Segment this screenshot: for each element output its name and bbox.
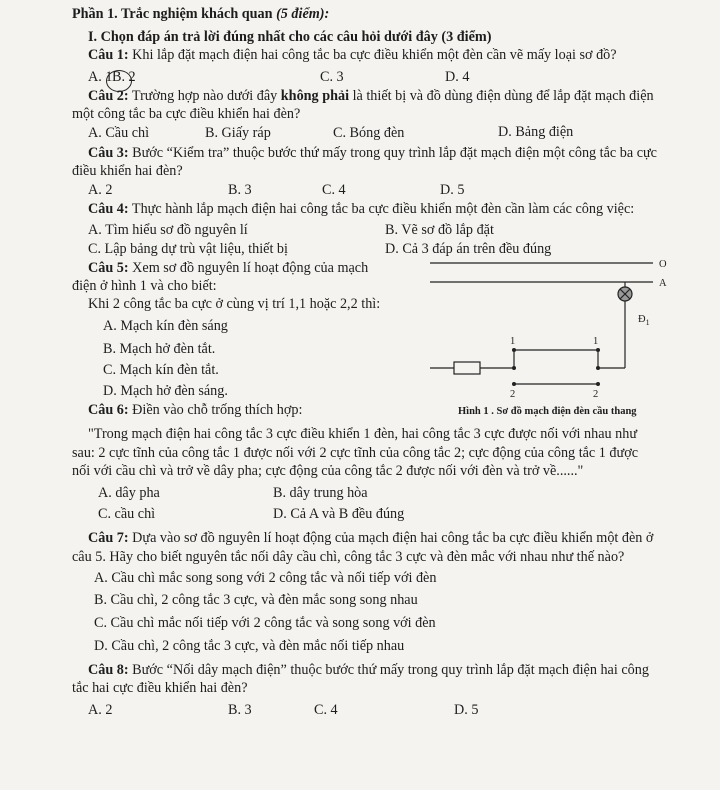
q1-option-c[interactable]: C. 3 [320, 69, 344, 85]
question-5-label: Câu 5: [88, 260, 129, 276]
question-6-line2: sau: 2 cực tĩnh của công tắc 1 được nối với 2 cực tĩnh của công tắc 2; cực động của công tắc 1 được [72, 445, 638, 461]
q4-option-a[interactable]: A. Tìm hiểu sơ đồ nguyên lí [88, 222, 248, 238]
question-7 [88, 530, 653, 547]
question-6 [88, 402, 302, 419]
switch-2-contact-1 [596, 348, 600, 352]
q2-option-c[interactable]: C. Bóng đèn [333, 125, 405, 141]
q5-option-d[interactable]: D. Mạch hở đèn sáng. [103, 383, 228, 399]
q6-option-d[interactable]: D. Cả A và B đều đúng [273, 506, 405, 522]
q3-option-a[interactable]: A. 2 [88, 182, 113, 198]
question-2-emphasis: không phải [280, 88, 350, 104]
question-5-line2: điện ở hình 1 và cho biết: [72, 278, 217, 294]
part-heading-points: (5 điểm): [276, 6, 330, 22]
question-3-line2: điều khiển hai đèn? [72, 163, 183, 179]
question-7-line2: câu 5. Hãy cho biết nguyên tắc nối dây cầu chì, công tắc 3 cực và đèn mắc với nhau như thế nào? [72, 549, 625, 565]
q1-option-b[interactable]: B. 2 [112, 69, 136, 85]
question-2-text-a: Trường hợp nào dưới đây [128, 88, 281, 104]
question-8-label: Câu 8: [88, 662, 129, 678]
switch-1-label-top: 1 [510, 336, 516, 347]
switch-2-label-bottom: 2 [593, 389, 599, 400]
q8-option-c[interactable]: C. 4 [314, 702, 338, 718]
question-1-text: Khi lắp đặt mạch điện hai công tắc ba cực điều khiển một đèn cần vẽ mấy loại sơ đồ? [128, 47, 617, 63]
q3-option-b[interactable]: B. 3 [228, 182, 252, 198]
question-2-line2: một công tắc ba cực điều khiển hai đèn? [72, 106, 301, 122]
label-o: O [659, 259, 667, 270]
q5-option-b[interactable]: B. Mạch hở đèn tắt. [103, 341, 216, 357]
q4-option-b[interactable]: B. Vẽ sơ đồ lắp đặt [385, 222, 494, 238]
q8-option-a[interactable]: A. 2 [88, 702, 113, 718]
question-8-text: Bước “Nối dây mạch điện” thuộc bước thứ mấy trong quy trình lắp đặt mạch điện hai công [128, 662, 649, 678]
q4-option-c[interactable]: C. Lập bảng dự trù vật liệu, thiết bị [88, 241, 288, 257]
fuse-icon [454, 362, 480, 374]
q8-option-d[interactable]: D. 5 [454, 702, 479, 718]
question-5-text: Xem sơ đồ nguyên lí hoạt động của mạch [128, 260, 369, 276]
q7-option-c[interactable]: C. Cầu chì mắc nối tiếp với 2 công tắc và song song với đèn [94, 615, 436, 631]
q4-option-d[interactable]: D. Cả 3 đáp án trên đều đúng [385, 241, 552, 257]
question-2-text-b: là thiết bị và đồ dùng điện dùng để lắp đặt mạch điện [349, 88, 654, 104]
q1-option-a[interactable]: A. 1 [88, 69, 113, 85]
switch-1-contact-2 [512, 382, 516, 386]
question-6-text: Điền vào chỗ trống thích hợp: [128, 402, 303, 418]
q1-option-d[interactable]: D. 4 [445, 69, 470, 85]
label-lamp-sub: 1 [645, 318, 650, 327]
label-lamp [638, 314, 650, 327]
q3-option-c[interactable]: C. 4 [322, 182, 346, 198]
question-1-label: Câu 1: [88, 47, 129, 63]
q2-option-b[interactable]: B. Giấy ráp [205, 125, 271, 141]
switch-2-pivot [596, 366, 600, 370]
q6-option-c[interactable]: C. cầu chì [98, 506, 156, 522]
switch-1-contact-1 [512, 348, 516, 352]
question-4-label: Câu 4: [88, 201, 129, 217]
switch-2-contact-2 [596, 382, 600, 386]
figure-caption [458, 403, 637, 420]
question-3-text: Bước “Kiểm tra” thuộc bước thứ mấy trong quy trình lắp đặt mạch điện một công tắc ba cực [128, 145, 657, 161]
q6-option-b[interactable]: B. dây trung hòa [273, 485, 368, 501]
q7-option-b[interactable]: B. Cầu chì, 2 công tắc 3 cực, và đèn mắc song song nhau [94, 592, 418, 608]
switch-1-label-bottom: 2 [510, 389, 516, 400]
q5-option-c[interactable]: C. Mạch kín đèn tắt. [103, 362, 219, 378]
q2-option-d[interactable]: D. Bảng điện [498, 124, 574, 140]
question-6-label: Câu 6: [88, 402, 129, 418]
part-heading-text: Phần 1. Trắc nghiệm khách quan [72, 6, 277, 22]
switch-1-pivot [512, 366, 516, 370]
question-2-label: Câu 2: [88, 88, 129, 104]
q6-option-a[interactable]: A. dây pha [98, 485, 160, 501]
figure-caption-text: . Sơ đồ mạch điện đèn cầu thang [491, 406, 637, 417]
question-3-label: Câu 3: [88, 145, 129, 161]
question-7-label: Câu 7: [88, 530, 129, 546]
question-6-line3: nối với cầu chì và trở về dây pha; cực động của công tắc 2 được nối với đèn và trở về......" [72, 463, 584, 479]
q7-option-a[interactable]: A. Cầu chì mắc song song với 2 công tắc và nối tiếp với đèn [94, 570, 437, 586]
q3-option-d[interactable]: D. 5 [440, 182, 465, 198]
q8-option-b[interactable]: B. 3 [228, 702, 252, 718]
figure-caption-number: Hình 1 [458, 406, 489, 417]
question-4-text: Thực hành lắp mạch điện hai công tắc ba cực điều khiển một đèn cần làm các công việc: [128, 201, 635, 217]
section-heading: I. Chọn đáp án trả lời đúng nhất cho các câu hỏi dưới đây (3 điểm) [88, 29, 492, 45]
q5-option-a[interactable]: A. Mạch kín đèn sáng [103, 318, 228, 334]
question-8-line2: tắc hai cực điều khiển hai đèn? [72, 680, 248, 696]
question-5-line3: Khi 2 công tắc ba cực ở cùng vị trí 1,1 hoặc 2,2 thì: [88, 296, 381, 312]
label-a: A [659, 278, 667, 289]
label-lamp-main: Đ [638, 314, 646, 325]
switch-2-label-top: 1 [593, 336, 599, 347]
question-7-text: Dựa vào sơ đồ nguyên lí hoạt động của mạch điện hai công tắc ba cực điều khiển một đèn ở [128, 530, 654, 546]
question-8 [88, 662, 649, 679]
question-6-line1: "Trong mạch điện hai công tắc 3 cực điều khiển 1 đèn, hai công tắc 3 cực được nối với nhau như [88, 426, 638, 442]
q2-option-a[interactable]: A. Cầu chì [88, 125, 150, 141]
q7-option-d[interactable]: D. Cầu chì, 2 công tắc 3 cực, và đèn mắc nối tiếp nhau [94, 638, 405, 654]
